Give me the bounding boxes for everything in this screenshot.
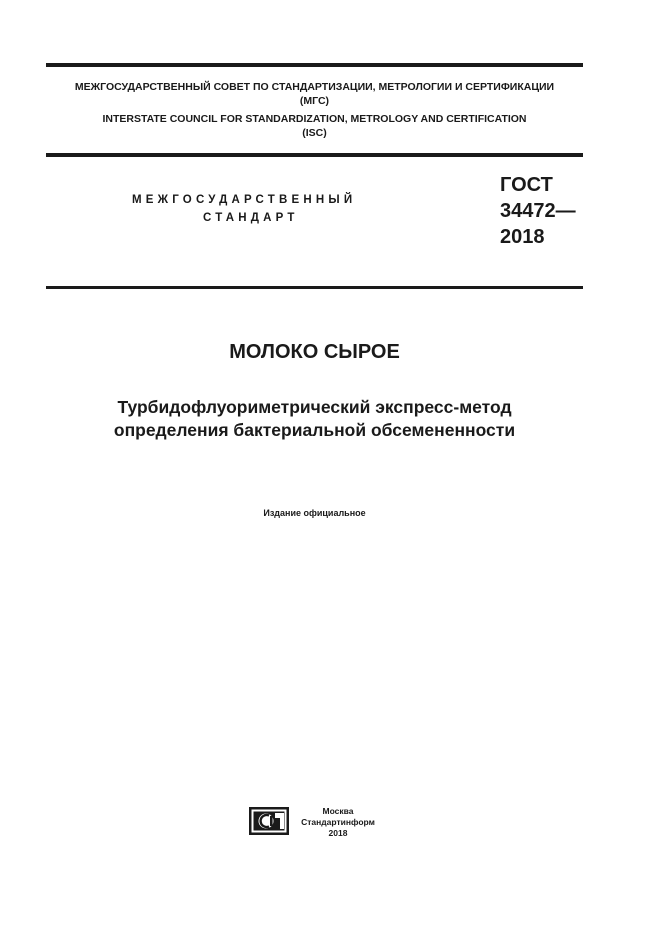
imprint-year: 2018 (328, 828, 348, 838)
document-subtitle (46, 396, 583, 442)
gost-designation (500, 172, 576, 250)
council-line-ru: МЕЖГОСУДАРСТВЕННЫЙ СОВЕТ ПО СТАНДАРТИЗАЦИИ, МЕТРОЛОГИИ И СЕРТИФИКАЦИИ (74, 81, 555, 93)
gost-number: 34472— (500, 200, 576, 222)
gost-year: 2018 (500, 226, 545, 248)
publisher-imprint (294, 806, 382, 839)
council-name-en (46, 112, 583, 140)
council-abbr-ru: (МГС) (299, 95, 330, 107)
imprint-city: Москва (322, 806, 354, 816)
standard-type-line-1: МЕЖГОСУДАРСТВЕННЫЙ (132, 194, 357, 206)
top-rule (46, 63, 583, 67)
council-line-en: INTERSTATE COUNCIL FOR STANDARDIZATION, METROLOGY AND CERTIFICATION (102, 113, 527, 125)
edition-label: Издание официальное (263, 508, 366, 518)
subtitle-line-1: Турбидофлуориметрический экспресс-метод (117, 397, 512, 417)
gost-prefix: ГОСТ (500, 174, 553, 196)
middle-rule (46, 153, 583, 157)
imprint-publisher: Стандартинформ (301, 817, 375, 827)
bottom-rule (46, 286, 583, 289)
council-name-ru (46, 80, 583, 108)
standartinform-logo-icon (249, 806, 291, 836)
document-title: МОЛОКО СЫРОЕ (229, 341, 400, 363)
subtitle-line-2: определения бактериальной обсемененности (113, 420, 516, 440)
council-abbr-en: (ISC) (302, 127, 327, 139)
standard-type-line-2: СТАНДАРТ (203, 212, 299, 224)
